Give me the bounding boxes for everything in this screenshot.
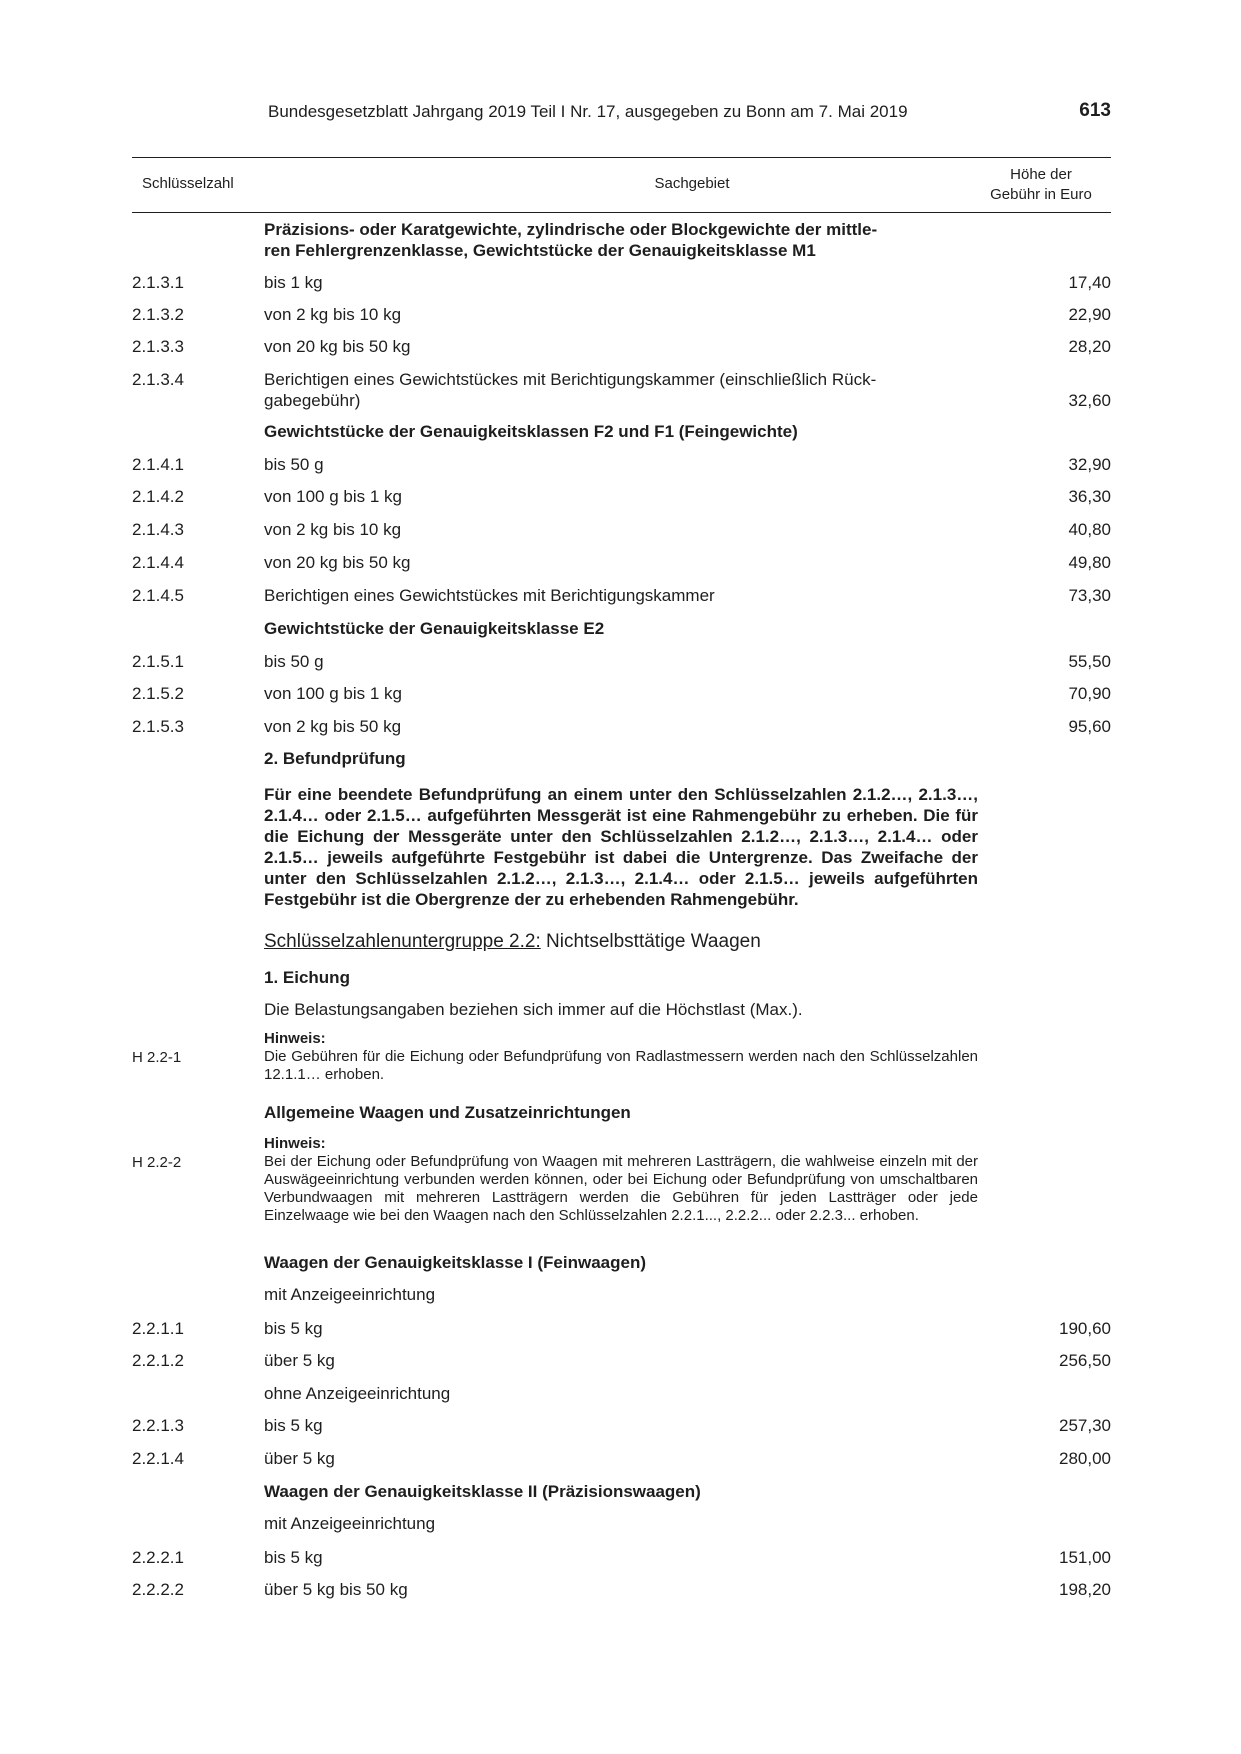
- section-heading: 2. Befundprüfung: [264, 749, 406, 768]
- row-fee: 28,20: [1068, 337, 1111, 356]
- row-key: 2.2.2.1: [132, 1548, 184, 1567]
- row-key: 2.2.1.1: [132, 1319, 184, 1338]
- subgroup-key: Schlüsselzahlenuntergruppe 2.2:: [264, 931, 541, 952]
- row-fee: 32,90: [1068, 455, 1111, 474]
- row-key: 2.2.1.2: [132, 1351, 184, 1370]
- row-fee: 55,50: [1068, 652, 1111, 671]
- row-subject: von 2 kg bis 10 kg: [264, 520, 402, 539]
- row-key: 2.1.3.4: [132, 370, 184, 389]
- row-subject: mit Anzeigeeinrichtung: [264, 1514, 436, 1533]
- row-key: 2.1.3.3: [132, 337, 184, 356]
- row-key: 2.1.5.3: [132, 717, 184, 736]
- section-heading-line2: ren Fehlergrenzenklasse, Gewichtstücke der Genauigkeitsklasse M1: [264, 241, 816, 260]
- row-fee: 70,90: [1068, 684, 1111, 703]
- row-key: 2.1.4.4: [132, 553, 184, 572]
- row-key: 2.2.1.4: [132, 1449, 184, 1468]
- note-label: Hinweis:: [264, 1135, 326, 1152]
- row-fee: 32,60: [1068, 391, 1111, 410]
- note: [264, 1030, 978, 1084]
- row-subject: Die Belastungsangaben beziehen sich immer auf die Höchstlast (Max.).: [264, 1000, 803, 1019]
- note-label: Hinweis:: [264, 1030, 326, 1047]
- note-text: Bei der Eichung oder Befundprüfung von Waagen mit mehreren Lastträgern, die wahlweise einzeln mit der Auswägeeinrichtung verbunden werden können, oder bei Eichung oder Befundprüfung von umschaltbaren Verbundwaagen mit mehreren Lastträgern werden die Gebühren für jeden Lastträger oder jede Einzelwaage wie bei den Waagen nach den Schlüsselzahlen 2.2.1..., 2.2.2... oder 2.2.3... erhoben.: [264, 1153, 978, 1224]
- row-fee: 190,60: [1059, 1319, 1111, 1338]
- section-heading: Gewichtstücke der Genauigkeitsklassen F2 und F1 (Feingewichte): [264, 422, 798, 441]
- page-number: 613: [1079, 100, 1111, 121]
- row-fee: 151,00: [1059, 1548, 1111, 1567]
- section-heading: Allgemeine Waagen und Zusatzeinrichtungen: [264, 1103, 631, 1122]
- row-key: 2.1.4.3: [132, 520, 184, 539]
- row-key: 2.1.4.5: [132, 586, 184, 605]
- section-heading: Waagen der Genauigkeitsklasse I (Feinwaagen): [264, 1253, 646, 1272]
- row-key: 2.1.4.2: [132, 487, 184, 506]
- row-subject: bis 5 kg: [264, 1319, 323, 1338]
- page-header: [132, 100, 1111, 128]
- fee-table: [132, 157, 1111, 1599]
- row-fee: 17,40: [1068, 273, 1111, 292]
- row-fee: 73,30: [1068, 586, 1111, 605]
- subgroup-title: Nichtselbsttätige Waagen: [540, 931, 761, 952]
- row-fee: 36,30: [1068, 487, 1111, 506]
- section-heading: Waagen der Genauigkeitsklasse II (Präzisionswaagen): [264, 1482, 701, 1501]
- row-key: 2.1.5.1: [132, 652, 184, 671]
- row-subject: von 100 g bis 1 kg: [264, 487, 402, 506]
- row-fee: 22,90: [1068, 305, 1111, 324]
- paragraph-befundpruefung: Für eine beendete Befundprüfung an einem unter den Schlüsselzahlen 2.1.2…, 2.1.3…, 2.1.4… oder 2.1.5… aufgeführten Messgerät ist eine Rahmengebühr zu erheben. Die für die Eichung der Messgeräte unter den Schlüsselzahlen 2.1.2…, 2.1.3…, 2.1.4… oder 2.1.5… jeweils aufgeführte Festgebühr ist dabei die Untergrenze. Das Zweifache der unter den Schlüsselzahlen 2.1.2…, 2.1.3…, 2.1.4… oder 2.1.5… jeweils aufgeführten Festgebühr ist die Obergrenze der zu erhebenden Rahmengebühr.: [264, 785, 978, 909]
- note: [264, 1135, 978, 1225]
- row-key: 2.2.2.2: [132, 1580, 184, 1599]
- note-text: Die Gebühren für die Eichung oder Befundprüfung von Radlastmessern werden nach den Schlüsselzahlen 12.1.1… erhoben.: [264, 1048, 978, 1083]
- row-subject: bis 1 kg: [264, 273, 323, 292]
- row-key: 2.1.4.1: [132, 455, 184, 474]
- row-subject: bis 5 kg: [264, 1416, 323, 1435]
- row-fee: 95,60: [1068, 717, 1111, 736]
- note-key: H 2.2-2: [132, 1154, 182, 1171]
- section-heading-line1: Präzisions- oder Karatgewichte, zylindrische oder Blockgewichte der mittle-: [264, 220, 878, 239]
- row-fee: 49,80: [1068, 553, 1111, 572]
- section-heading: 1. Eichung: [264, 968, 350, 987]
- row-fee: 40,80: [1068, 520, 1111, 539]
- header-title: Bundesgesetzblatt Jahrgang 2019 Teil I Nr. 17, ausgegeben zu Bonn am 7. Mai 2019: [268, 102, 908, 121]
- section-heading: [264, 219, 1090, 261]
- row-subject: bis 50 g: [264, 455, 324, 474]
- row-subject: über 5 kg: [264, 1351, 335, 1370]
- row-subject: von 2 kg bis 10 kg: [264, 305, 402, 324]
- column-header-key: Schlüsselzahl: [142, 175, 234, 192]
- row-fee: 257,30: [1059, 1416, 1111, 1435]
- row-subject: von 100 g bis 1 kg: [264, 684, 402, 703]
- row-subject-line2: gabegebühr): [264, 391, 361, 410]
- table-header: [132, 157, 1111, 213]
- row-key: 2.1.3.1: [132, 273, 184, 292]
- column-header-fee-line1: Höhe der: [1010, 166, 1072, 183]
- row-fee: 256,50: [1059, 1351, 1111, 1370]
- row-subject: mit Anzeigeeinrichtung: [264, 1285, 436, 1304]
- column-header-fee: [981, 165, 1101, 205]
- row-subject: bis 5 kg: [264, 1548, 323, 1567]
- row-subject: bis 50 g: [264, 652, 324, 671]
- row-subject: ohne Anzeigeeinrichtung: [264, 1384, 451, 1403]
- row-fee: 280,00: [1059, 1449, 1111, 1468]
- row-subject: von 20 kg bis 50 kg: [264, 337, 411, 356]
- row-subject: von 20 kg bis 50 kg: [264, 553, 411, 572]
- section-heading: Gewichtstücke der Genauigkeitsklasse E2: [264, 619, 605, 638]
- subgroup-heading: [264, 931, 1090, 952]
- row-subject-line1: Berichtigen eines Gewichtstückes mit Berichtigungskammer (einschließlich Rück-: [264, 370, 877, 389]
- note-key: H 2.2-1: [132, 1049, 182, 1066]
- row-subject: Berichtigen eines Gewichtstückes mit Berichtigungskammer: [264, 586, 715, 605]
- row-subject: über 5 kg: [264, 1449, 335, 1468]
- column-header-subject: Sachgebiet: [654, 175, 730, 192]
- row-key: 2.1.5.2: [132, 684, 184, 703]
- row-key: 2.2.1.3: [132, 1416, 184, 1435]
- row-key: 2.1.3.2: [132, 305, 184, 324]
- row-fee: 198,20: [1059, 1580, 1111, 1599]
- row-subject: über 5 kg bis 50 kg: [264, 1580, 408, 1599]
- row-subject: [264, 369, 1090, 411]
- column-header-fee-line2: Gebühr in Euro: [990, 186, 1092, 203]
- row-subject: von 2 kg bis 50 kg: [264, 717, 402, 736]
